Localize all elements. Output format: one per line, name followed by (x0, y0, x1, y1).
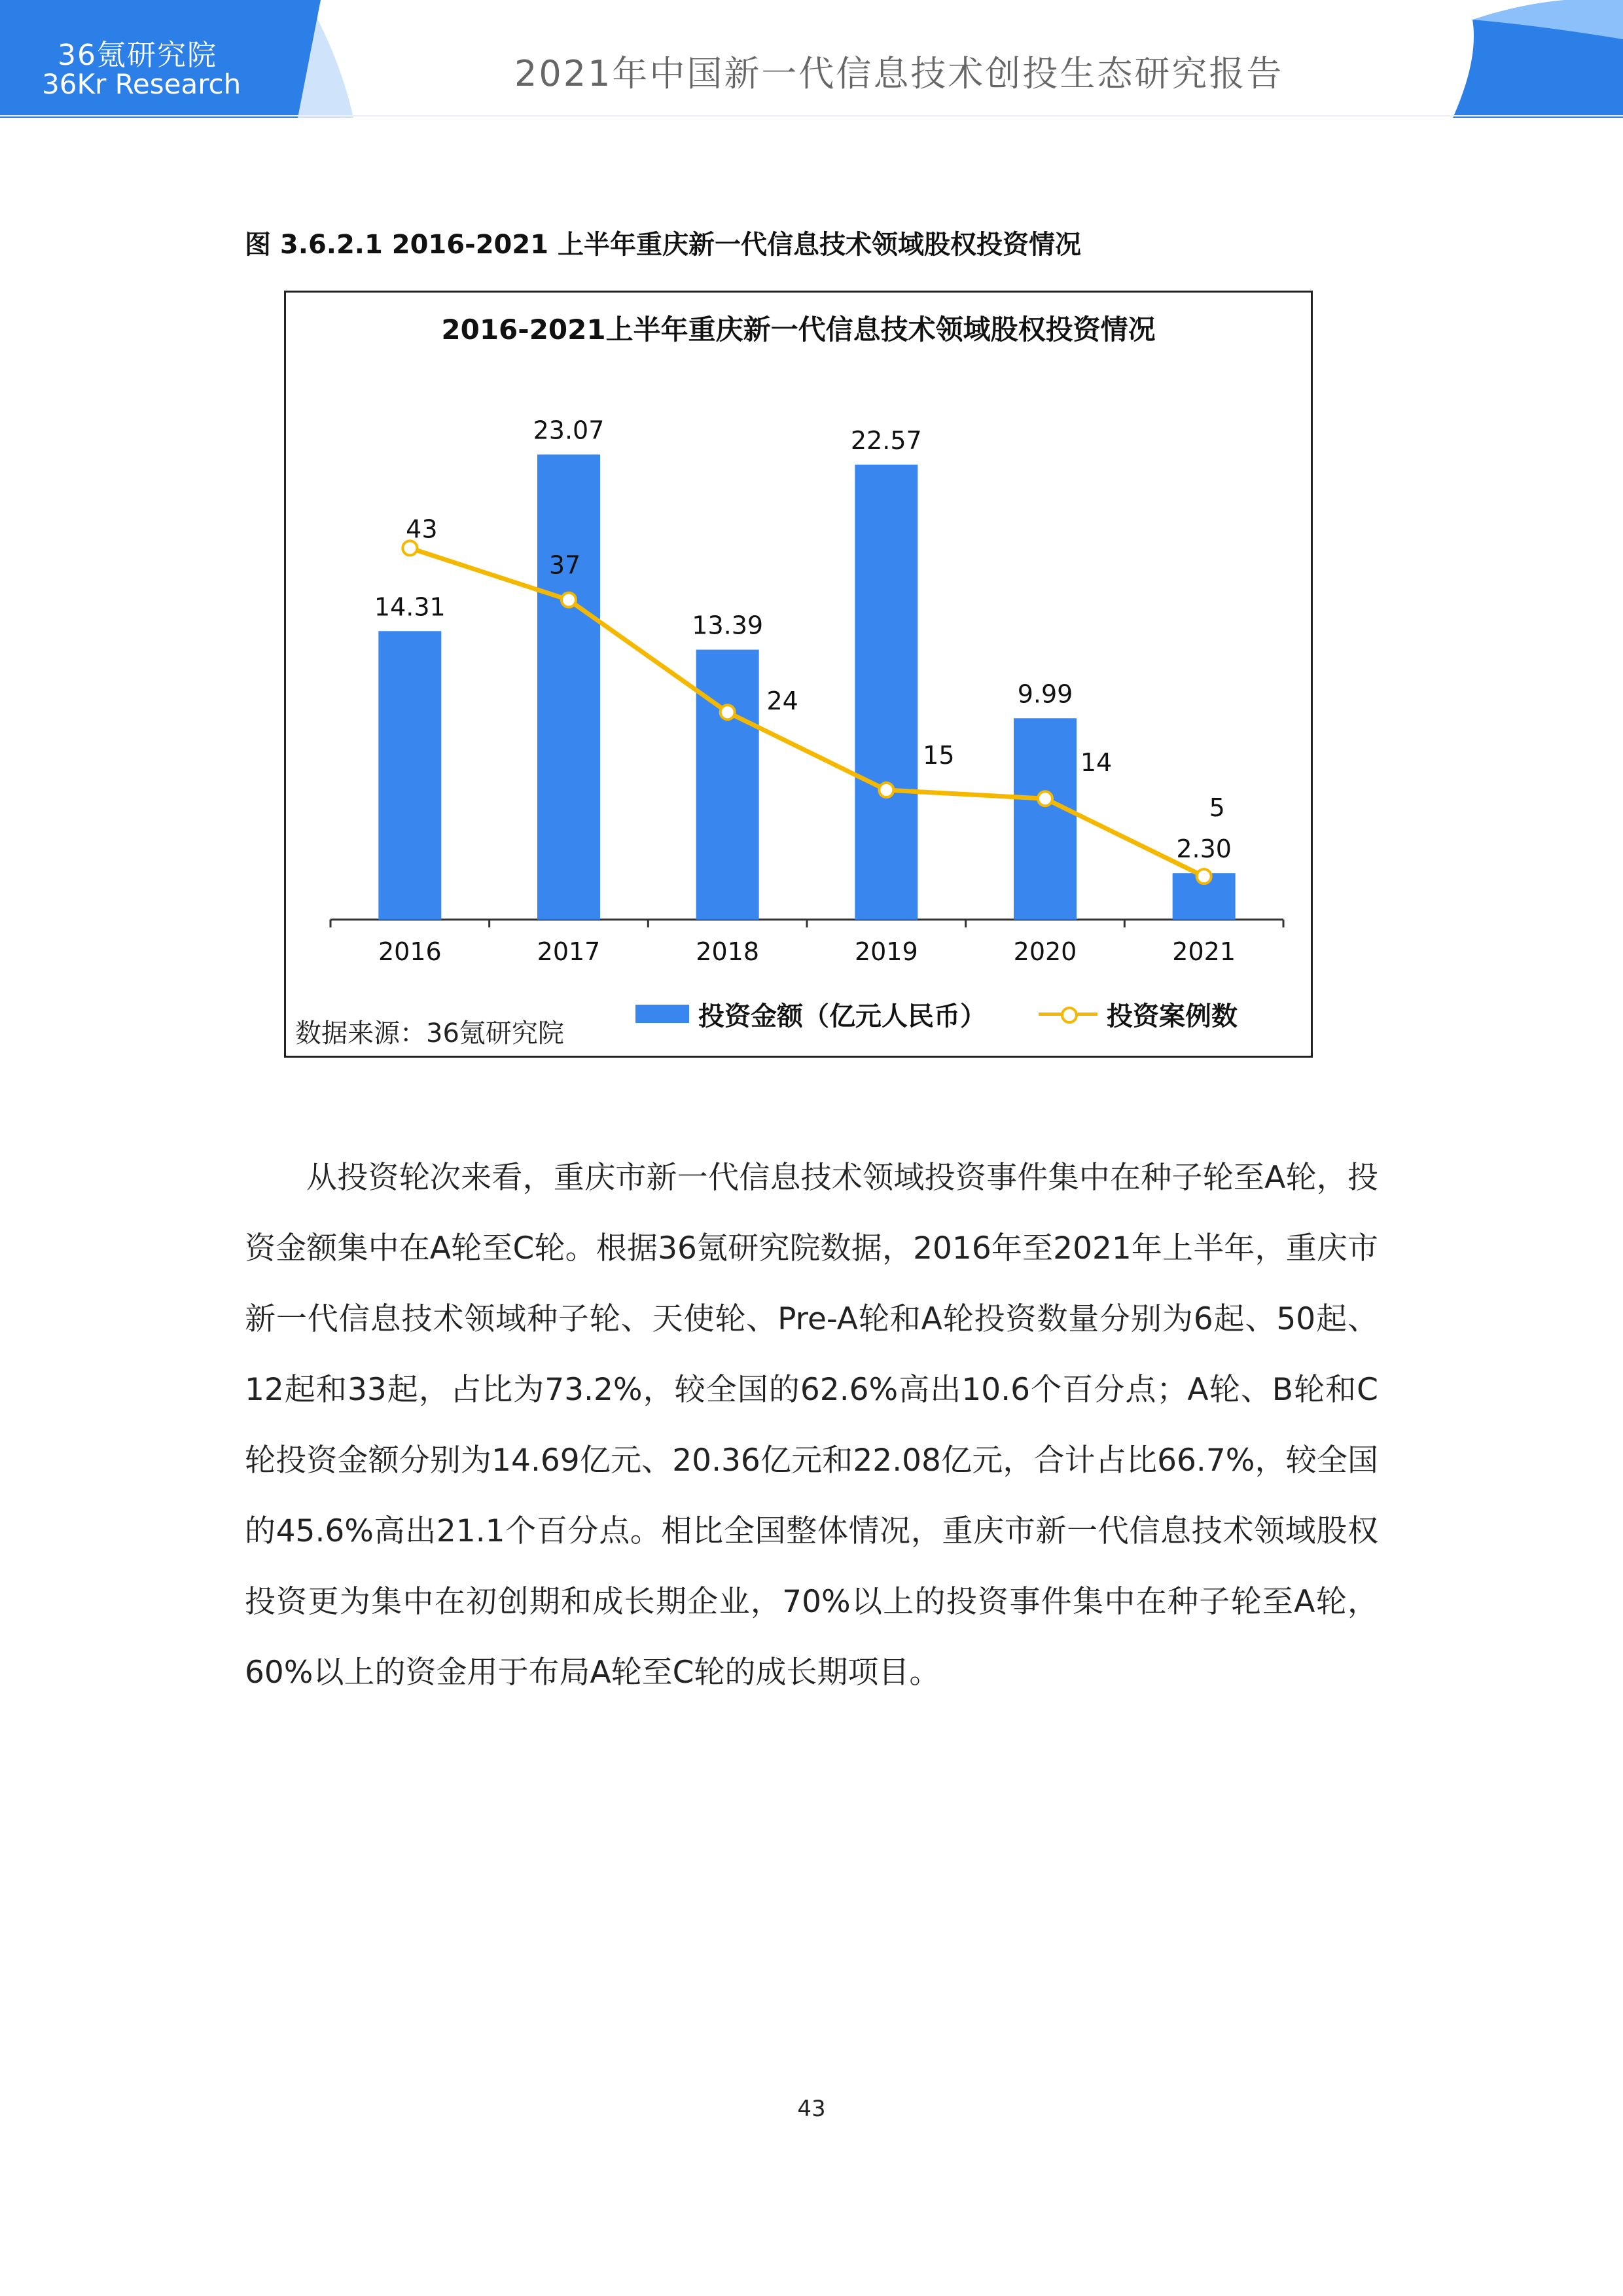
count-point-2021 (1197, 869, 1211, 884)
data-source: 数据来源：36氪研究院 (295, 1018, 564, 1049)
legend-item-count (1039, 996, 1238, 1033)
x-tick-label: 2019 (854, 937, 918, 966)
count-value-label: 14 (1080, 748, 1113, 778)
chart-plot (286, 293, 1311, 1056)
report-title: 2021年中国新一代信息技术创投生态研究报告 (514, 53, 1284, 94)
x-tick-label: 2016 (378, 937, 442, 966)
bar-2017 (537, 454, 600, 920)
chart-title: 2016-2021上半年重庆新一代信息技术领域股权投资情况 (441, 314, 1156, 346)
page-header (0, 0, 1623, 118)
bar-2016 (378, 631, 441, 920)
bar-value-label: 2.30 (1176, 834, 1232, 864)
bar-2018 (696, 650, 759, 920)
bar-2020 (1014, 718, 1077, 920)
count-point-2019 (879, 783, 893, 797)
bar-value-label: 13.39 (692, 611, 764, 640)
count-point-2018 (721, 705, 735, 719)
bar-2019 (855, 465, 918, 920)
legend-label-amount: 投资金额（亿元人民币） (698, 1001, 986, 1031)
count-value-label: 5 (1209, 793, 1225, 822)
x-tick-label: 2017 (537, 937, 601, 966)
page-number: 43 (797, 2096, 826, 2122)
legend-line-swatch (1039, 1004, 1097, 1024)
count-value-label: 24 (766, 687, 798, 716)
legend-label-count: 投资案例数 (1107, 1001, 1238, 1031)
bar-value-label: 22.57 (850, 425, 922, 455)
header-corner-shape (1453, 0, 1623, 118)
count-line (410, 548, 1204, 876)
logo-cn: 36氪研究院 (58, 39, 217, 72)
x-tick-label: 2020 (1013, 937, 1077, 966)
body-paragraph: 从投资轮次来看，重庆市新一代信息技术领域投资事件集中在种子轮至A轮，投资金额集中在A轮至C轮。根据36氪研究院数据，2016年至2021年上半年，重庆市新一代信息技术领域种子轮、天使轮、Pre-A轮和A轮投资数量分别为6起、50起、12起和33起，占比为73.2%，较全国的62.6%高出10.6个百分点；A轮、B轮和C轮投资金额分别为14.69亿元、20.36亿元和22.08亿元，合计占比66.7%，较全国的45.6%高出21.1个百分点。相比全国整体情况，重庆市新一代信息技术领域股权投资更为集中在初创期和成长期企业，70%以上的投资事件集中在种子轮至A轮，60%以上的资金用于布局A轮至C轮的成长期项目。 (245, 1160, 1378, 1691)
bar-value-label: 14.31 (374, 592, 446, 622)
figure-caption: 图 3.6.2.1 2016-2021 上半年重庆新一代信息技术领域股权投资情况 (245, 230, 1081, 260)
count-value-label: 43 (406, 514, 438, 544)
legend-item-amount (635, 996, 986, 1033)
bar-value-label: 23.07 (533, 416, 605, 445)
count-value-label: 15 (923, 741, 955, 770)
x-tick-label: 2018 (696, 937, 760, 966)
logo-en: 36Kr Research (42, 68, 241, 100)
body-text (245, 1143, 1378, 1708)
x-tick-label: 2021 (1172, 937, 1236, 966)
legend-bar-swatch (635, 1005, 689, 1023)
bar-value-label: 9.99 (1017, 679, 1073, 709)
count-point-2020 (1038, 791, 1052, 806)
count-value-label: 37 (548, 550, 581, 580)
chart-legend (635, 997, 1290, 1031)
chart (284, 291, 1313, 1058)
header-divider (0, 115, 1623, 117)
count-point-2017 (562, 593, 576, 607)
